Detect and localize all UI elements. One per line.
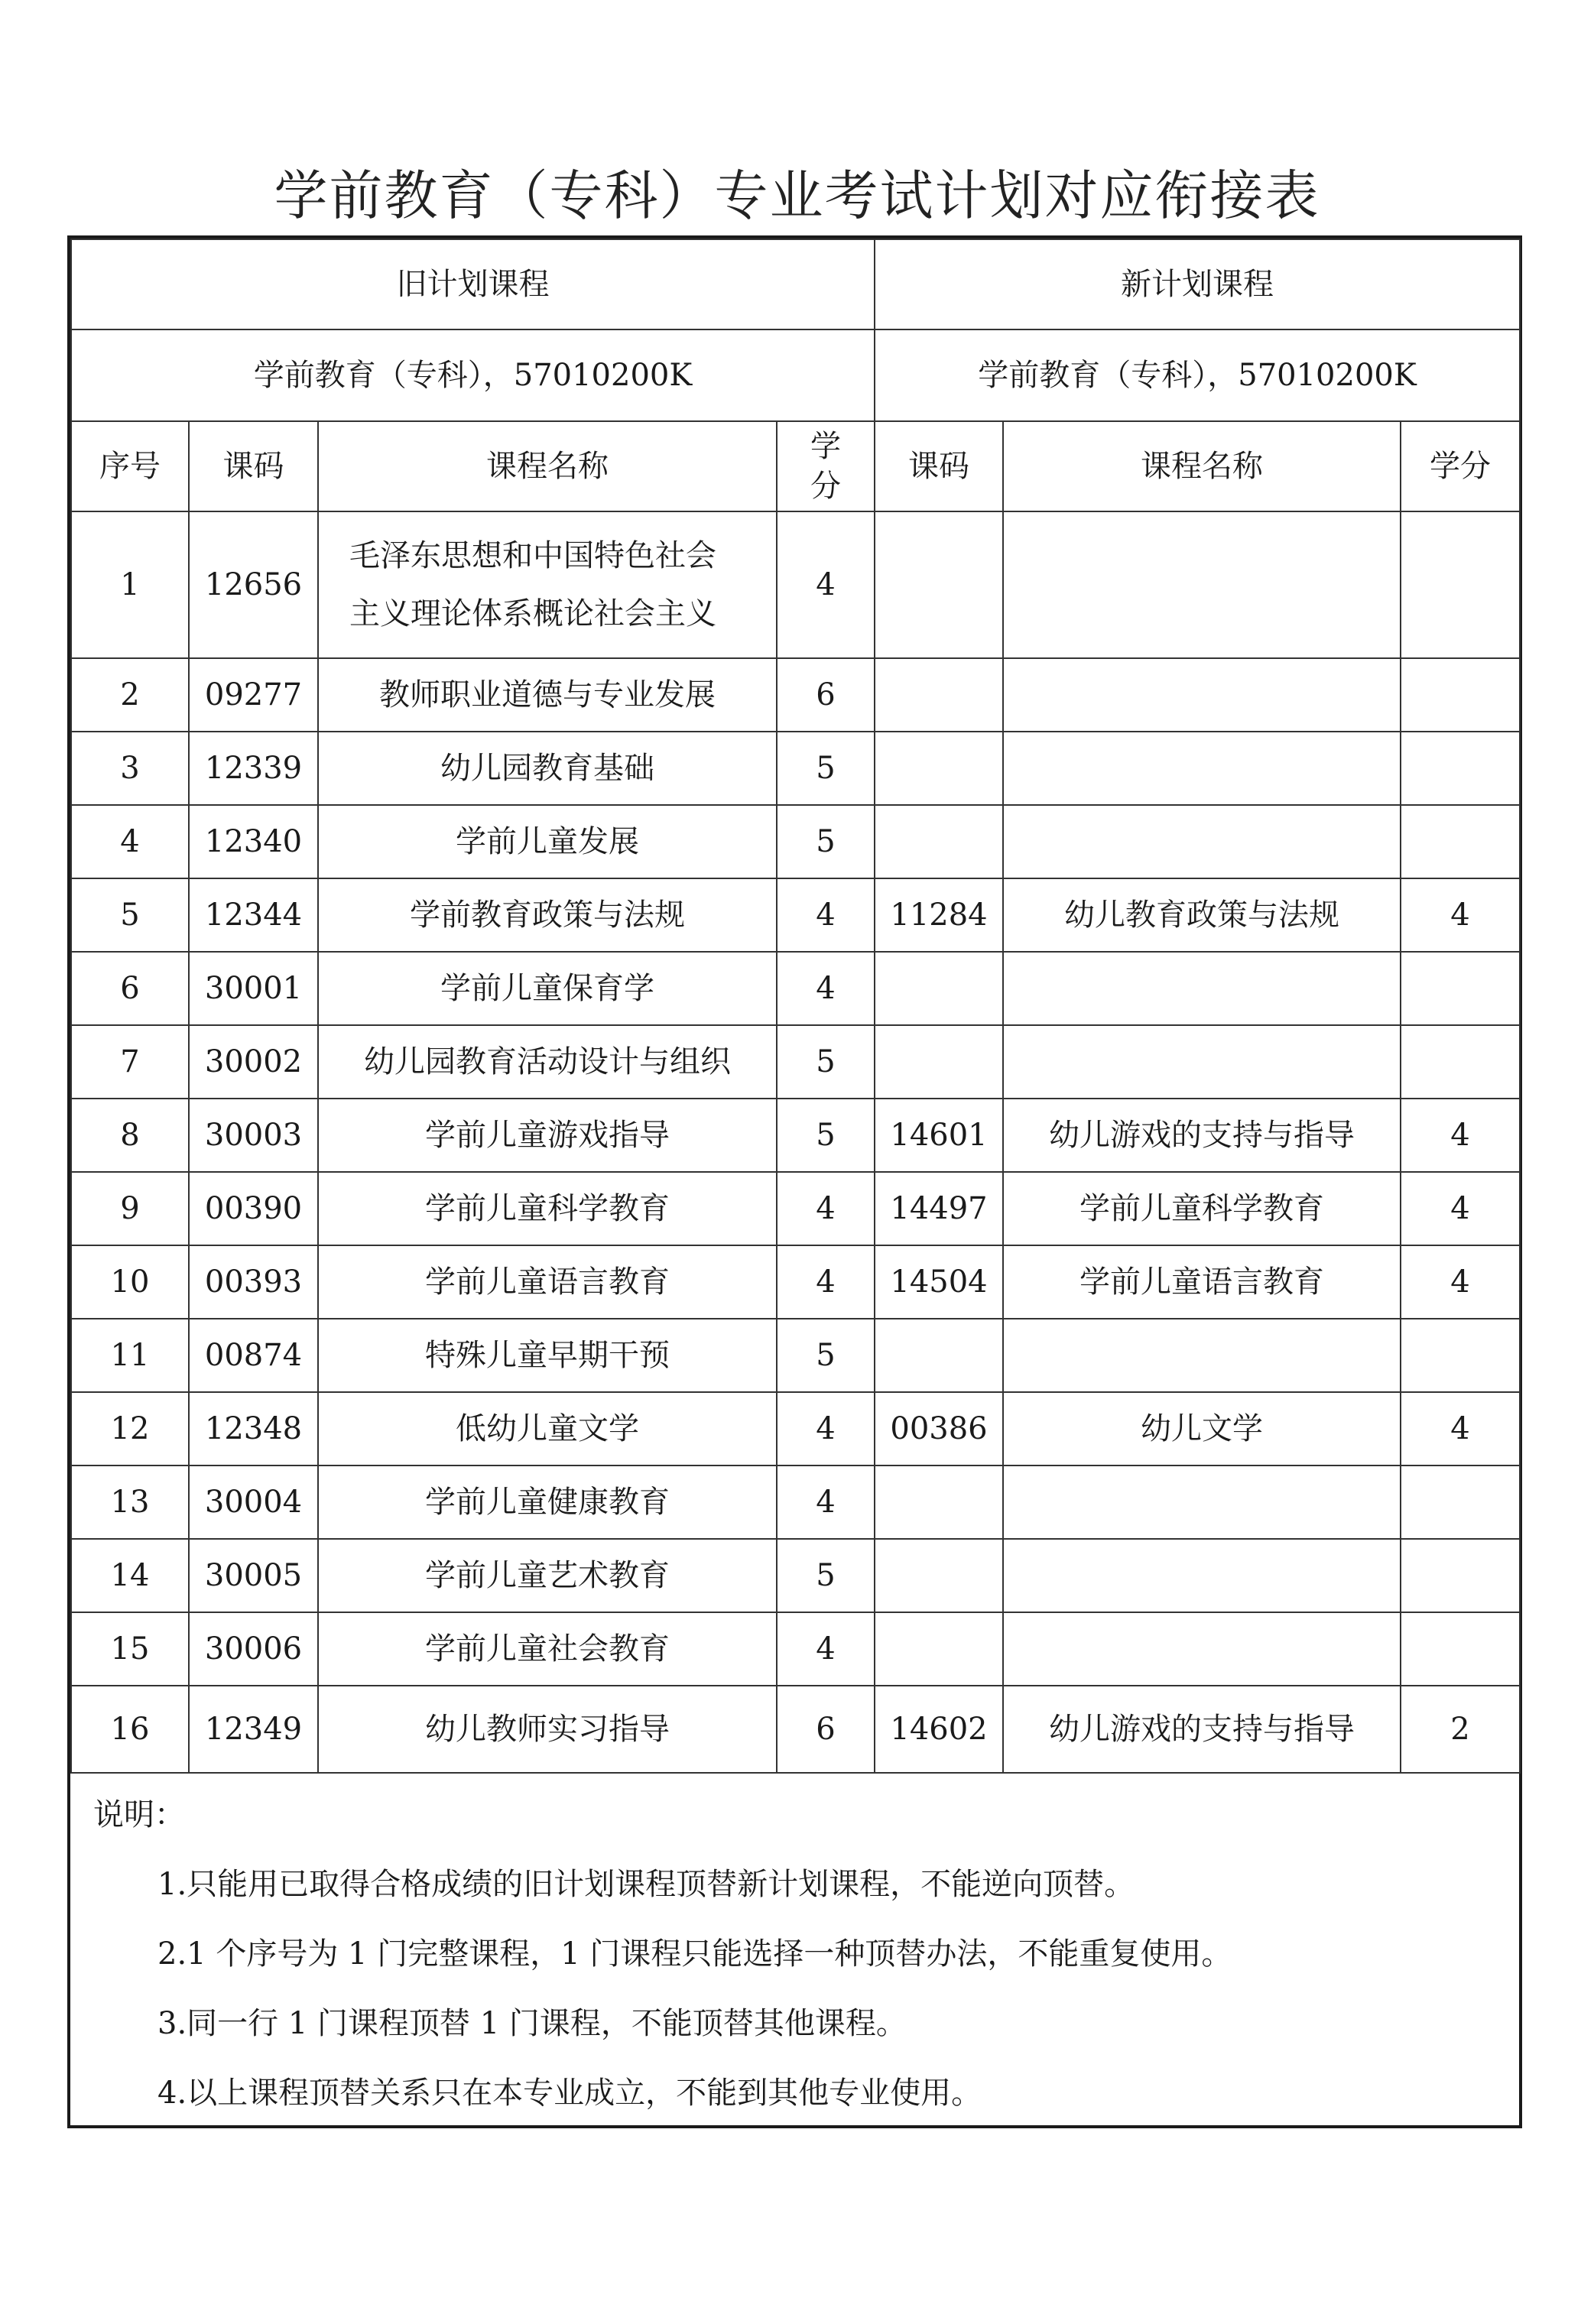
new-credit-cell — [1401, 1319, 1520, 1392]
old-name-cell: 幼儿园教育基础 — [318, 732, 777, 805]
major-row — [71, 329, 1520, 421]
column-header-row — [71, 421, 1520, 511]
new-name-cell — [1003, 1539, 1401, 1612]
old-credit-cell: 5 — [777, 1099, 875, 1172]
table-row — [71, 732, 1520, 805]
old-code-header: 课码 — [189, 421, 318, 511]
new-name-cell: 幼儿教育政策与法规 — [1003, 878, 1401, 952]
old-credit-cell: 4 — [777, 1392, 875, 1465]
new-name-cell — [1003, 732, 1401, 805]
old-credit-header-text: 学分 — [810, 429, 841, 504]
old-code-cell: 30003 — [189, 1099, 318, 1172]
new-name-cell — [1003, 1025, 1401, 1099]
table-row — [71, 1245, 1520, 1319]
table-row — [71, 1612, 1520, 1686]
mapping-table — [70, 239, 1521, 1774]
new-credit-cell — [1401, 952, 1520, 1025]
mapping-table-frame — [67, 235, 1522, 2128]
table-row — [71, 1686, 1520, 1773]
old-name-cell: 学前儿童社会教育 — [318, 1612, 777, 1686]
new-code-cell — [875, 1319, 1003, 1392]
new-code-cell — [875, 1612, 1003, 1686]
old-code-cell: 09277 — [189, 658, 318, 732]
new-code-cell: 14497 — [875, 1172, 1003, 1245]
old-name-cell: 学前儿童保育学 — [318, 952, 777, 1025]
new-code-cell — [875, 1025, 1003, 1099]
new-name-cell — [1003, 511, 1401, 658]
new-name-header: 课程名称 — [1003, 421, 1401, 511]
old-credit-cell: 5 — [777, 805, 875, 878]
new-code-cell: 14504 — [875, 1245, 1003, 1319]
table-row — [71, 1465, 1520, 1539]
seq-cell: 5 — [71, 878, 189, 952]
table-row — [71, 805, 1520, 878]
old-name-cell: 学前教育政策与法规 — [318, 878, 777, 952]
new-code-cell — [875, 952, 1003, 1025]
new-code-cell — [875, 1539, 1003, 1612]
old-code-cell: 00393 — [189, 1245, 318, 1319]
old-credit-cell: 5 — [777, 1025, 875, 1099]
old-major-cell: 学前教育（专科），57010200K — [71, 329, 875, 421]
new-name-cell: 幼儿游戏的支持与指导 — [1003, 1099, 1401, 1172]
old-name-cell: 幼儿教师实习指导 — [318, 1686, 777, 1773]
old-name-cell: 教师职业道德与专业发展 — [318, 658, 777, 732]
old-credit-cell: 4 — [777, 1612, 875, 1686]
seq-cell: 15 — [71, 1612, 189, 1686]
new-name-cell — [1003, 1686, 1401, 1773]
old-plan-header: 旧计划课程 — [71, 239, 875, 329]
old-credit-cell: 4 — [777, 1465, 875, 1539]
old-code-cell: 00874 — [189, 1319, 318, 1392]
table-row — [71, 1319, 1520, 1392]
old-code-cell: 12348 — [189, 1392, 318, 1465]
new-code-cell: 11284 — [875, 878, 1003, 952]
old-name-cell: 学前儿童艺术教育 — [318, 1539, 777, 1612]
note-item: 4.以上课程顶替关系只在本专业成立，不能到其他专业使用。 — [157, 2076, 982, 2111]
old-code-cell: 30004 — [189, 1465, 318, 1539]
old-code-cell: 00390 — [189, 1172, 318, 1245]
old-credit-cell: 4 — [777, 1172, 875, 1245]
new-credit-cell: 4 — [1401, 1392, 1520, 1465]
table-row — [71, 878, 1520, 952]
old-name-cell: 学前儿童发展 — [318, 805, 777, 878]
old-credit-cell: 4 — [777, 511, 875, 658]
new-code-cell: 14601 — [875, 1099, 1003, 1172]
seq-cell: 3 — [71, 732, 189, 805]
seq-cell: 12 — [71, 1392, 189, 1465]
new-credit-cell — [1401, 1539, 1520, 1612]
old-code-cell: 12656 — [189, 511, 318, 658]
seq-cell: 11 — [71, 1319, 189, 1392]
new-credit-header: 学分 — [1401, 421, 1520, 511]
note-item: 3.同一行 1 门课程顶替 1 门课程，不能顶替其他课程。 — [157, 2006, 907, 2041]
new-credit-cell: 2 — [1401, 1686, 1520, 1773]
old-name-cell — [318, 511, 777, 658]
new-credit-cell — [1401, 805, 1520, 878]
new-credit-cell — [1401, 1465, 1520, 1539]
new-credit-cell: 4 — [1401, 878, 1520, 952]
seq-header: 序号 — [71, 421, 189, 511]
table-row — [71, 1392, 1520, 1465]
seq-cell: 9 — [71, 1172, 189, 1245]
plan-header-row — [71, 239, 1520, 329]
old-credit-header — [777, 421, 875, 511]
new-code-cell — [875, 658, 1003, 732]
table-row — [71, 658, 1520, 732]
note-item: 1.只能用已取得合格成绩的旧计划课程顶替新计划课程，不能逆向顶替。 — [157, 1867, 1135, 1902]
new-name-cell — [1003, 658, 1401, 732]
old-code-cell: 30005 — [189, 1539, 318, 1612]
new-credit-cell — [1401, 1025, 1520, 1099]
new-name-text: 幼儿游戏的支持与指导 — [1049, 1712, 1355, 1747]
old-name-cell: 学前儿童科学教育 — [318, 1172, 777, 1245]
old-code-cell: 12349 — [189, 1686, 318, 1773]
new-credit-cell — [1401, 658, 1520, 732]
seq-cell: 13 — [71, 1465, 189, 1539]
new-credit-cell — [1401, 511, 1520, 658]
new-name-cell — [1003, 805, 1401, 878]
new-code-cell — [875, 511, 1003, 658]
new-name-cell: 学前儿童语言教育 — [1003, 1245, 1401, 1319]
new-code-cell — [875, 732, 1003, 805]
old-credit-cell: 5 — [777, 1319, 875, 1392]
notes-section — [70, 1774, 1519, 2112]
old-credit-cell: 6 — [777, 1686, 875, 1773]
old-code-cell: 12344 — [189, 878, 318, 952]
notes-label: 说明： — [93, 1797, 185, 1832]
old-name-cell: 低幼儿童文学 — [318, 1392, 777, 1465]
seq-cell: 7 — [71, 1025, 189, 1099]
old-name-cell: 学前儿童游戏指导 — [318, 1099, 777, 1172]
old-credit-cell: 4 — [777, 952, 875, 1025]
old-credit-cell: 5 — [777, 1539, 875, 1612]
table-row — [71, 1025, 1520, 1099]
seq-cell: 10 — [71, 1245, 189, 1319]
new-credit-cell: 4 — [1401, 1099, 1520, 1172]
old-code-cell: 30001 — [189, 952, 318, 1025]
seq-cell: 1 — [71, 511, 189, 658]
old-code-cell: 12340 — [189, 805, 318, 878]
table-row — [71, 1172, 1520, 1245]
new-name-cell — [1003, 1465, 1401, 1539]
new-major-cell: 学前教育（专科），57010200K — [875, 329, 1520, 421]
new-plan-header: 新计划课程 — [875, 239, 1520, 329]
new-code-header: 课码 — [875, 421, 1003, 511]
old-name-cell: 特殊儿童早期干预 — [318, 1319, 777, 1392]
new-name-cell: 幼儿文学 — [1003, 1392, 1401, 1465]
new-name-cell — [1003, 952, 1401, 1025]
seq-cell: 4 — [71, 805, 189, 878]
table-row — [71, 511, 1520, 658]
new-name-cell — [1003, 1319, 1401, 1392]
old-credit-cell: 6 — [777, 658, 875, 732]
old-name-header: 课程名称 — [318, 421, 777, 511]
old-name-text: 毛泽东思想和中国特色社会主义理论体系概论社会主义 — [349, 538, 716, 631]
new-code-cell — [875, 805, 1003, 878]
old-code-cell: 30006 — [189, 1612, 318, 1686]
old-name-cell: 学前儿童健康教育 — [318, 1465, 777, 1539]
new-credit-cell: 4 — [1401, 1172, 1520, 1245]
seq-cell: 14 — [71, 1539, 189, 1612]
new-name-cell: 学前儿童科学教育 — [1003, 1172, 1401, 1245]
new-code-cell: 14602 — [875, 1686, 1003, 1773]
old-name-cell: 幼儿园教育活动设计与组织 — [318, 1025, 777, 1099]
new-code-cell: 00386 — [875, 1392, 1003, 1465]
note-item: 2.1 个序号为 1 门完整课程，1 门课程只能选择一种顶替办法，不能重复使用。 — [157, 1936, 1232, 1972]
page-title: 学前教育（专科）专业考试计划对应衔接表 — [274, 164, 1320, 227]
old-code-cell: 30002 — [189, 1025, 318, 1099]
new-credit-cell: 4 — [1401, 1245, 1520, 1319]
old-credit-cell: 5 — [777, 732, 875, 805]
new-credit-cell — [1401, 732, 1520, 805]
seq-cell: 8 — [71, 1099, 189, 1172]
old-name-cell: 学前儿童语言教育 — [318, 1245, 777, 1319]
new-code-cell — [875, 1465, 1003, 1539]
seq-cell: 6 — [71, 952, 189, 1025]
seq-cell: 16 — [71, 1686, 189, 1773]
new-credit-cell — [1401, 1612, 1520, 1686]
new-name-cell — [1003, 1612, 1401, 1686]
old-credit-cell: 4 — [777, 1245, 875, 1319]
old-credit-cell: 4 — [777, 878, 875, 952]
seq-cell: 2 — [71, 658, 189, 732]
table-row — [71, 952, 1520, 1025]
old-code-cell: 12339 — [189, 732, 318, 805]
table-row — [71, 1099, 1520, 1172]
table-row — [71, 1539, 1520, 1612]
